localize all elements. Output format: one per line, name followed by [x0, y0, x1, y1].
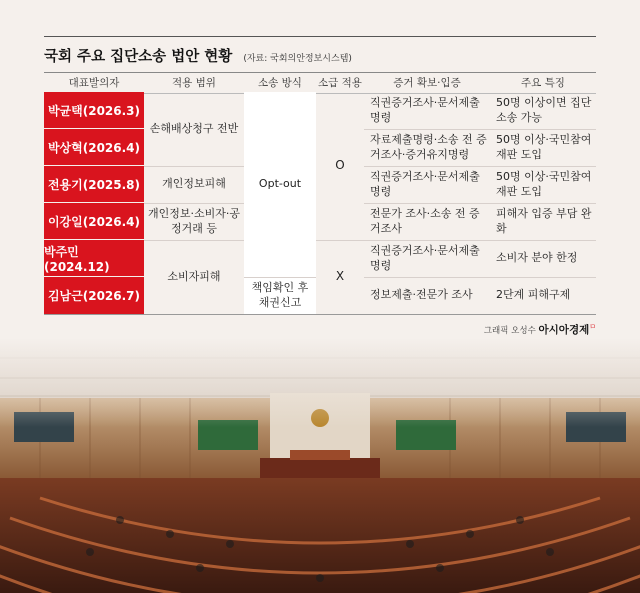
method-cell: Opt-out	[258, 177, 302, 191]
evidence-cell: 전문가 조사·소송 전 증거조사	[370, 207, 480, 235]
evidence-cell: 직권증거조사·문서제출명령	[370, 170, 480, 198]
proposer-cell: 박균택(2026.3)	[44, 92, 144, 129]
proposer-cell: 박상혁(2026.4)	[44, 129, 144, 166]
retroactive-cell: X	[335, 269, 345, 284]
feature-cell: 50명 이상이면 집단소송 가능	[496, 96, 592, 124]
scope-cell: 손해배상청구 전반	[149, 121, 239, 135]
assembly-hall-photo	[0, 338, 640, 593]
feature-cell: 소비자 분야 한정	[496, 251, 578, 265]
proposer-cell: 박주민(2024.12)	[44, 240, 144, 277]
table-bottom-rule	[44, 314, 596, 315]
evidence-cell: 직권증거조사·문서제출명령	[370, 244, 480, 272]
scope-cell: 개인정보·소비자·공정거래 등	[148, 207, 241, 235]
method-cell: 책임확인 후 채권신고	[251, 281, 309, 309]
col-header-proposer: 대표발의자	[68, 77, 120, 89]
proposer-cell: 이강일(2026.4)	[44, 203, 144, 240]
retroactive-cell: O	[335, 158, 345, 173]
title-rule	[44, 36, 596, 37]
feature-cell: 2단계 피해구제	[496, 288, 571, 302]
table-header	[44, 72, 596, 94]
col-header-scope: 적용 범위	[172, 77, 216, 89]
evidence-cell: 정보제출·전문가 조사	[370, 288, 473, 302]
evidence-cell: 자료제출명령·소송 전 증거조사·증거유지명령	[370, 133, 487, 161]
graphic-credit	[484, 322, 596, 337]
col-header-feature: 주요 특징	[521, 77, 565, 89]
publisher-mark: ㅁ	[589, 323, 596, 331]
scope-cell: 소비자피해	[167, 269, 221, 283]
proposer-cell: 전용기(2025.8)	[44, 166, 144, 203]
evidence-cell: 직권증거조사·문서제출명령	[370, 96, 480, 124]
infographic-title	[44, 45, 352, 66]
scope-cell: 개인정보피해	[162, 177, 226, 191]
col-header-retroactive: 소급 적용	[318, 77, 362, 89]
feature-cell: 50명 이상·국민참여재판 도입	[496, 170, 592, 198]
publisher-logo: 아시아경제	[538, 324, 590, 336]
title-text: 국회 주요 집단소송 법안 현황	[44, 49, 233, 65]
proposer-cell: 김남근(2026.7)	[44, 277, 144, 314]
col-header-method: 소송 방식	[258, 77, 302, 89]
col-header-evidence: 증거 확보·입증	[393, 77, 461, 89]
feature-cell: 피해자 입증 부담 완화	[496, 207, 592, 235]
feature-cell: 50명 이상·국민참여재판 도입	[496, 133, 592, 161]
source-note: (자료: 국회의안정보시스템)	[243, 54, 352, 64]
credit-prefix: 그래픽 오성수	[483, 326, 536, 336]
